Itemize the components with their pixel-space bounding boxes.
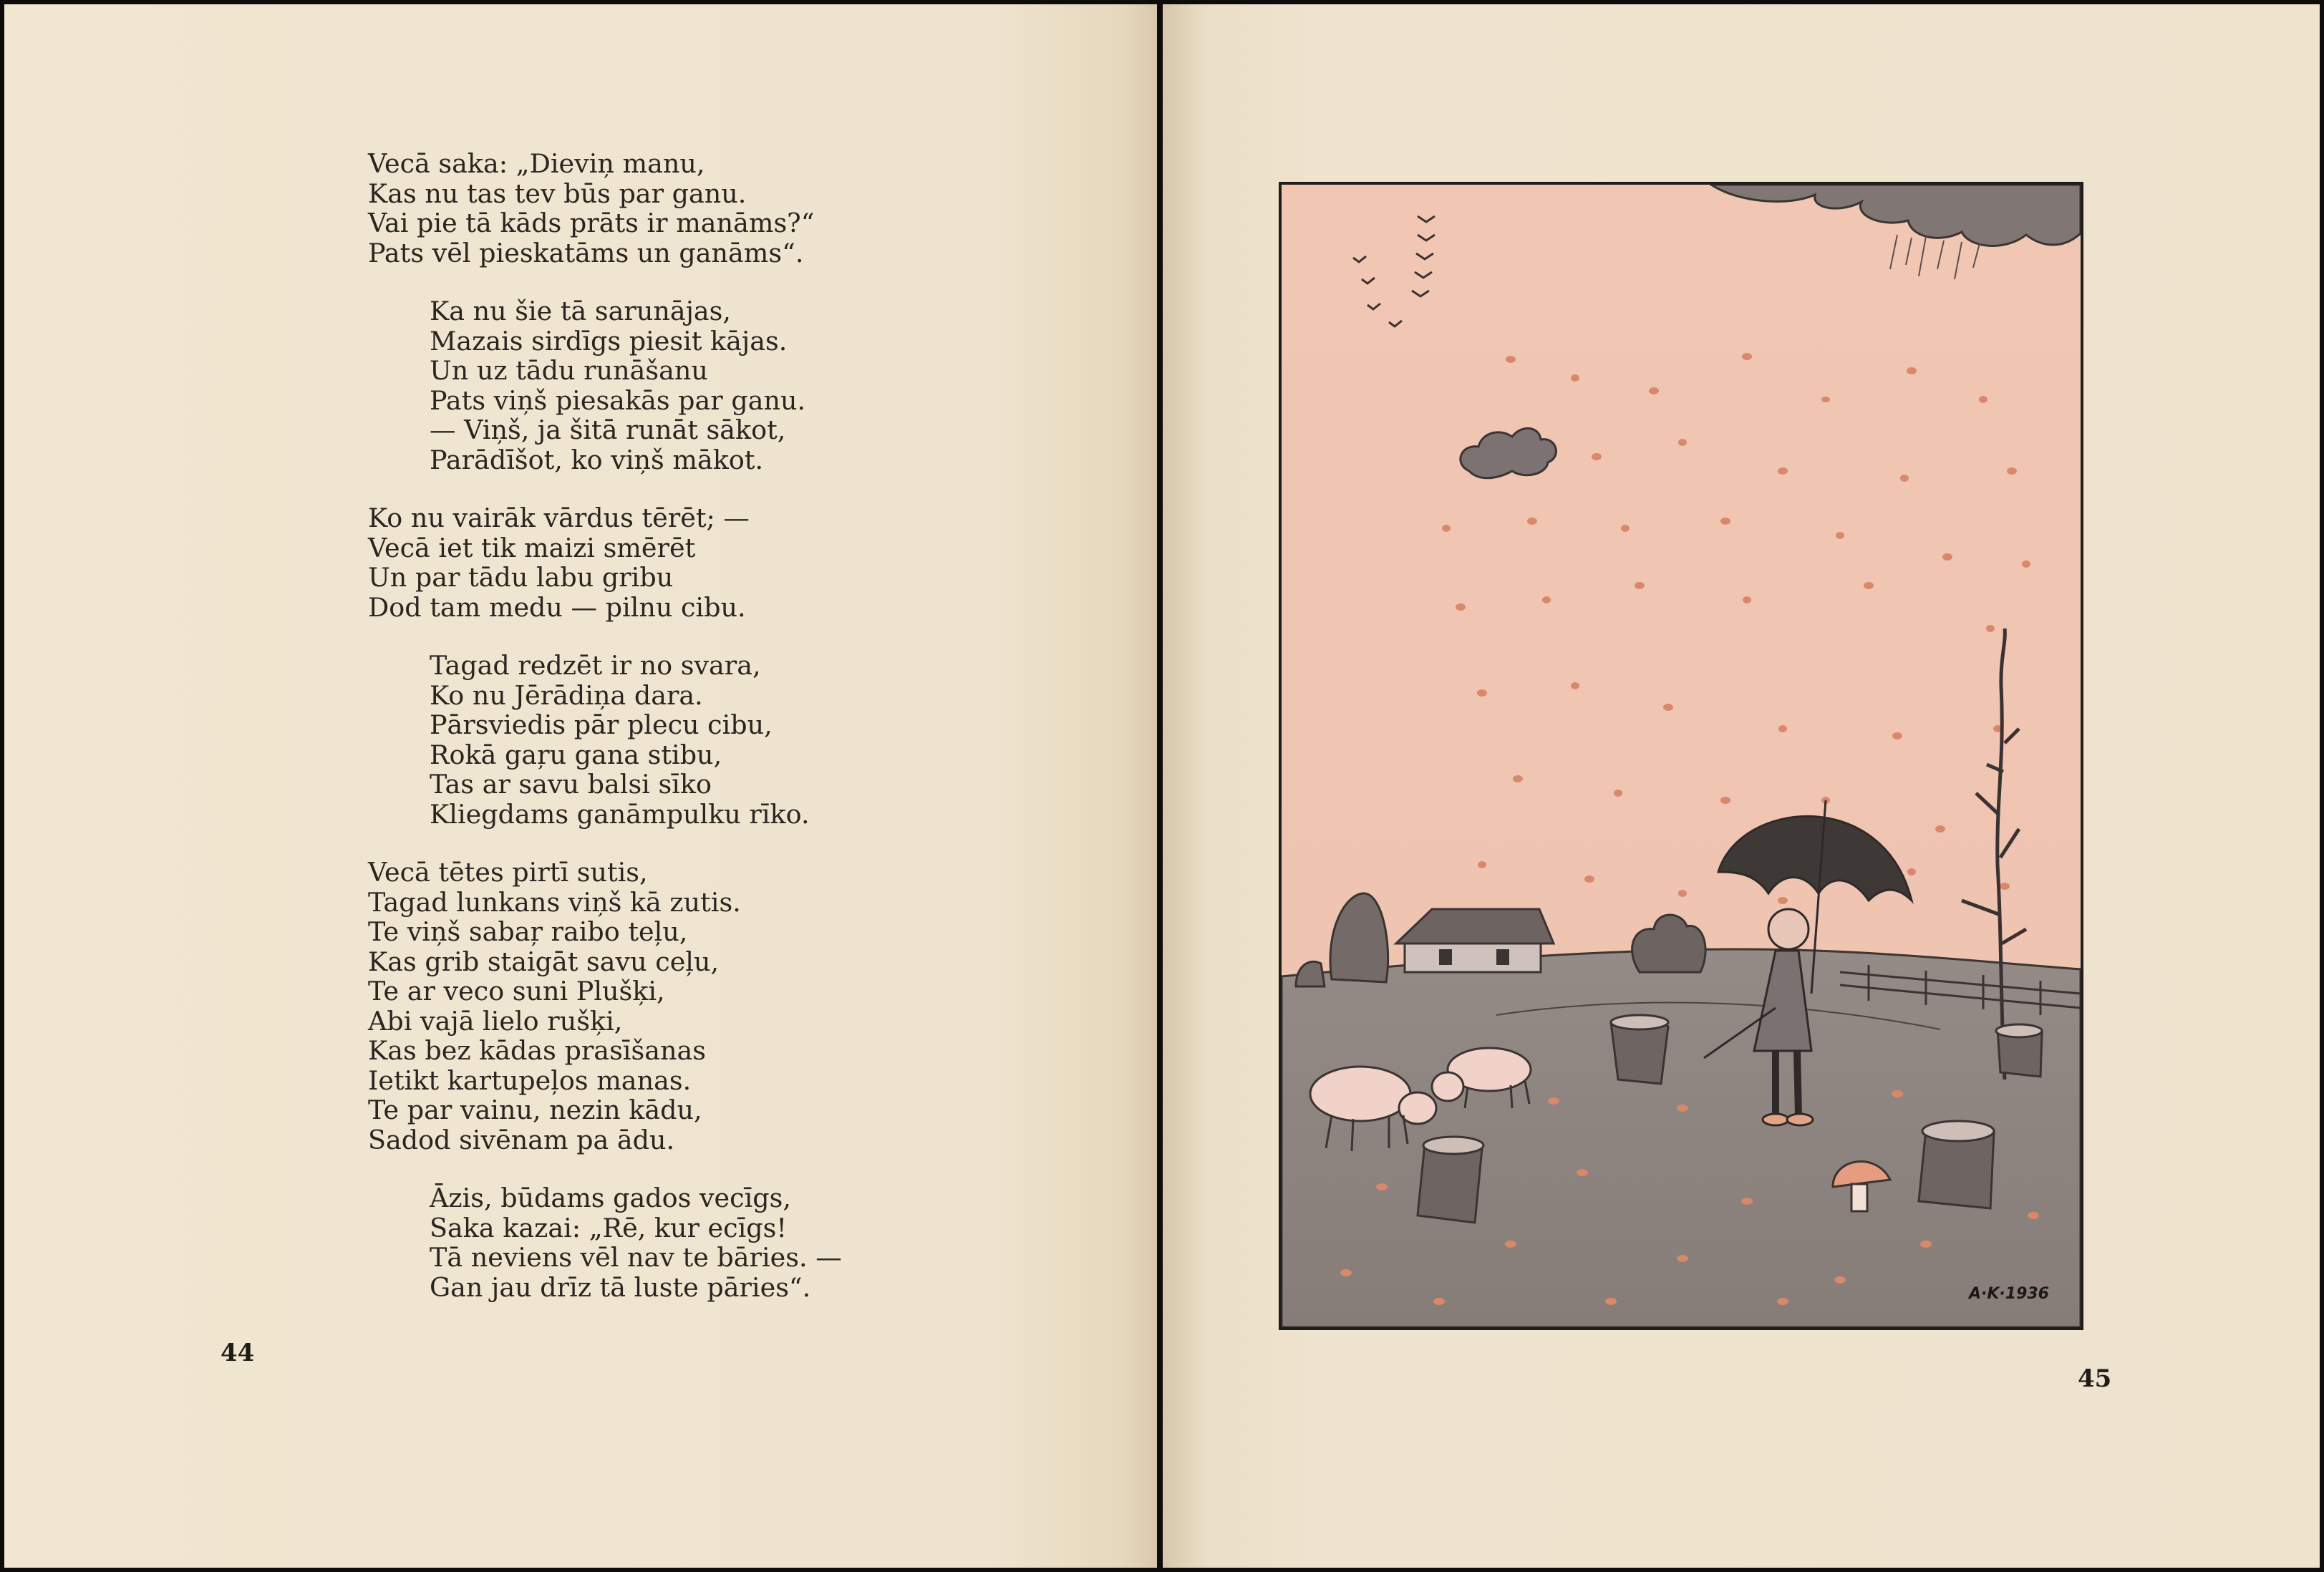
poem-line: Te par vainu, nezin kādu, (368, 1095, 702, 1125)
poem-line: Ko nu vairāk vārdus tērēt; — (368, 503, 750, 533)
stanza-2 (430, 296, 842, 475)
poem-line: — Viņš, ja šitā runāt sākot, (430, 414, 786, 445)
poem-line: Pats vēl pieskatāms un ganāms“. (368, 237, 804, 268)
poem-line: Saka kazai: „Rē, kur ecīgs! (430, 1212, 788, 1243)
page-number-left: 44 (221, 1339, 255, 1367)
poem-line: Āzis, būdams gados vecīgs, (430, 1183, 791, 1213)
poem-line: Te viņš sabaŗ raibo teļu, (368, 916, 688, 947)
page-number-right: 45 (2078, 1364, 2112, 1393)
poem-line: Ietikt kartupeļos manas. (368, 1064, 692, 1096)
poem-line: Kas bez kādas prasīšanas (368, 1035, 706, 1066)
poem-line: Pārsviedis pār plecu cibu, (430, 709, 773, 740)
poem-line: Parādīšot, ko viņš mākot. (430, 444, 764, 475)
poem-line: Vai pie tā kāds prāts ir manāms?“ (368, 208, 815, 238)
poem-line: Tas ar savu balsi sīko (430, 769, 712, 800)
stanza-5 (368, 858, 842, 1155)
poem-line: Te ar veco suni Plušķi, (368, 976, 665, 1006)
poem-line: Sadod sivēnam pa ādu. (368, 1124, 675, 1155)
poem-line: Ka nu šie tā sarunājas, (430, 296, 732, 326)
poem-line: Kas grib staigāt savu ceļu, (368, 946, 720, 977)
poem-line: Kliegdams ganāmpulku rīko. (430, 798, 810, 830)
poem-line: Pats viņš piesakās par ganu. (430, 384, 806, 416)
stanza-6 (430, 1183, 842, 1302)
illustration-autumn-shepherd (1279, 182, 2083, 1330)
illustration-signature: A·K·1936 (1968, 1285, 2049, 1303)
poem-line: Mazais sirdīgs piesit kājas. (430, 325, 788, 356)
stanza-4 (430, 651, 842, 829)
poem-line: Un uz tādu runāšanu (430, 355, 708, 386)
poem-line: Gan jau drīz tā luste pāries“. (430, 1271, 811, 1303)
poem-line: Rokā gaŗu gana stibu, (430, 739, 722, 770)
poem-line: Ko nu Jērādiņa dara. (430, 679, 703, 711)
poem-line: Tā neviens vēl nav te bāries. — (430, 1242, 842, 1273)
poem-line: Vecā saka: „Dieviņ manu, (368, 148, 705, 179)
poem-line: Tagad lunkans viņš kā zutis. (368, 886, 741, 918)
poem-line: Vecā iet tik maizi smērēt (368, 532, 696, 563)
poem-line: Vecā tētes pirtī sutis, (368, 857, 648, 888)
stanza-3 (368, 503, 842, 622)
left-page (4, 4, 1157, 1568)
poem-line: Abi vajā lielo rušķi, (368, 1005, 623, 1037)
right-page (1163, 4, 2320, 1568)
poem-text (368, 149, 842, 1331)
poem-line: Kas nu tas tev būs par ganu. (368, 178, 747, 209)
poem-line: Tagad redzēt ir no svara, (430, 650, 761, 681)
stanza-1 (368, 149, 842, 268)
poem-line: Un par tādu labu gribu (368, 562, 674, 593)
poem-line: Dod tam medu — pilnu cibu. (368, 591, 746, 623)
